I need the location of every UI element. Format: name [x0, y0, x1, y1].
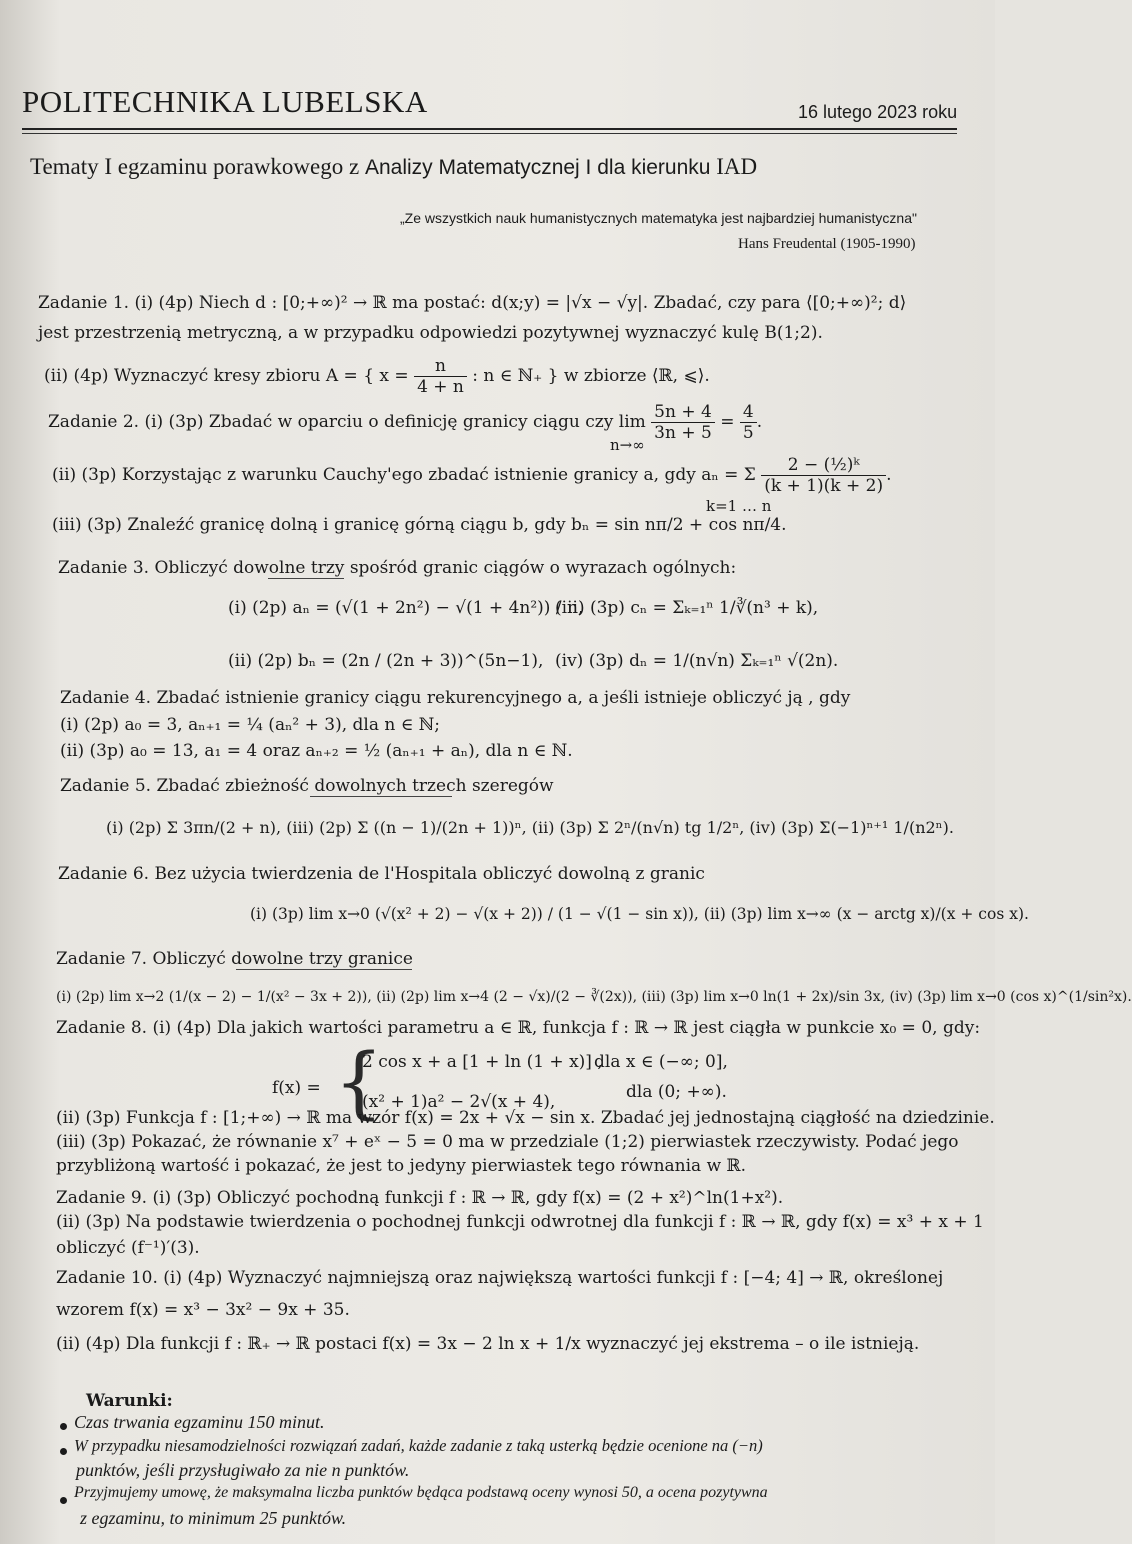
- motto-author: Hans Freudental (1905-1990): [738, 236, 916, 252]
- task-3-item-iv: (iv) (3p) dₙ = 1/(n√n) Σₖ₌₁ⁿ √(2n).: [555, 651, 839, 671]
- bullet-icon: [60, 1497, 67, 1504]
- task-2-limit-subscript: n→∞: [610, 436, 645, 454]
- task-9-line-1: Zadanie 9. (i) (3p) Obliczyć pochodną funkcji f : ℝ → ℝ, gdy f(x) = (2 + x²)^ln(1+x²).: [56, 1188, 784, 1208]
- task-2-line-2: (ii) (3p) Korzystając z warunku Cauchy'ego zbadać istnienie granicy a, gdy aₙ = Σ $\frac{\text{2 − (½)ᵏ}}{(k + 1)(k + 2)}$ .: [52, 455, 892, 496]
- task-2-sum-limits: k=1 … n: [706, 497, 772, 515]
- task-8-line-3: (iii) (3p) Pokazać, że równanie x⁷ + eˣ − 5 = 0 ma w przedziale (1;2) pierwiastek rzeczywisty. Podać jego: [56, 1132, 959, 1152]
- task-8-line-4: przybliżoną wartość i pokazać, że jest to jedyny pierwiastek tego równania w ℝ.: [56, 1156, 747, 1176]
- task-3-item-iii: (iii) (3p) cₙ = Σₖ₌₁ⁿ 1/∛(n³ + k),: [555, 598, 819, 618]
- fraction-numerator: 5n + 4: [651, 402, 715, 423]
- task-9-line-3: obliczyć (f⁻¹)′(3).: [56, 1238, 200, 1258]
- title-part-c: IAD: [716, 154, 758, 179]
- task-9-line-2: (ii) (3p) Na podstawie twierdzenia o pochodnej funkcji odwrotnej dla funkcji f : ℝ → ℝ, gdy f(x) = x³ + x + 1: [56, 1212, 984, 1232]
- equals-sign: =: [720, 412, 735, 432]
- task-2-cauchy-text: (ii) (3p) Korzystając z warunku Cauchy'ego zbadać istnienie granicy a, gdy aₙ = Σ: [52, 465, 756, 485]
- exam-title: [30, 154, 757, 180]
- fraction-numerator: 4: [740, 402, 757, 423]
- condition-independence-1: W przypadku niesamodzielności rozwiązań zadań, każde zadanie z taką usterką będzie ocenione na (−n): [74, 1436, 763, 1455]
- task-1-line-3: [44, 356, 710, 397]
- fraction-denominator: 5: [742, 423, 754, 443]
- task-8-line-2: (ii) (3p) Funkcja f : [1;+∞) → ℝ ma wzór f(x) = 2x + √x − sin x. Zbadać jej jednostajną ciągłość na dziedzinie.: [56, 1108, 995, 1128]
- task-8-function-label: f(x) =: [272, 1078, 321, 1098]
- task-8-case-1: 2 cos x + a [1 + ln (1 + x)] ,: [362, 1052, 603, 1072]
- task-1-set-end: : n ∈ ℕ₊ } w zbiorze ⟨ℝ, ⩽⟩.: [472, 366, 710, 386]
- task-8-case-2-domain: dla (0; +∞).: [626, 1082, 727, 1102]
- fraction-denominator: 3n + 5: [654, 423, 712, 443]
- task-3-item-i: (i) (2p) aₙ = (√(1 + 2n²) − √(1 + 4n²)) / n,: [228, 598, 584, 618]
- condition-independence-2: punktów, jeśli przysługiwało za nie n punktów.: [76, 1460, 410, 1480]
- task-2-result-fraction: [740, 402, 757, 443]
- task-10-line-3: (ii) (4p) Dla funkcji f : ℝ₊ → ℝ postaci f(x) = 3x − 2 ln x + 1/x wyznaczyć jej ekstrema – o ile istnieją.: [56, 1334, 920, 1354]
- task-1-line-2: jest przestrzenią metryczną, a w przypadku odpowiedzi pozytywnej wyznaczyć kulę B(1;2).: [38, 323, 823, 343]
- header-rule-thick: [22, 128, 957, 130]
- title-part-a: Tematy I egzaminu porawkowego z: [30, 154, 360, 179]
- bullet-icon: [60, 1423, 67, 1430]
- task-6-heading: Zadanie 6. Bez użycia twierdzenia de l'Hospitala obliczyć dowolną z granic: [58, 864, 705, 884]
- piecewise-brace: {: [334, 1038, 384, 1128]
- condition-scoring-2: z egzaminu, to minimum 25 punktów.: [80, 1508, 347, 1528]
- task-8-line-1: Zadanie 8. (i) (4p) Dla jakich wartości parametru a ∈ ℝ, funkcja f : ℝ → ℝ jest ciągła w punkcie x₀ = 0, gdy:: [56, 1018, 981, 1038]
- task-6-limits-row: (i) (3p) lim x→0 (√(x² + 2) − √(x + 2)) / (1 − √(1 − sin x)), (ii) (3p) lim x→∞ (x − arctg x)/(x + cos x).: [250, 905, 1029, 923]
- task-10-line-1: Zadanie 10. (i) (4p) Wyznaczyć najmniejszą oraz największą wartości funkcji f : [−4; 4] → ℝ, określonej: [56, 1268, 944, 1288]
- task-3-item-ii: (ii) (2p) bₙ = (2n / (2n + 3))^(5n−1),: [228, 651, 544, 671]
- fraction-numerator: 2 − (½)ᵏ: [761, 455, 886, 476]
- task-2-limit-fraction: [651, 402, 715, 443]
- task-8-case-1-domain: dla x ∈ (−∞; 0],: [594, 1052, 728, 1072]
- task-7-heading: Zadanie 7. Obliczyć dowolne trzy granice: [56, 949, 413, 969]
- underline-mark: [310, 796, 452, 797]
- task-5-heading: Zadanie 5. Zbadać zbieżność dowolnych trzech szeregów: [60, 776, 554, 796]
- fraction-numerator: n: [414, 356, 467, 377]
- task-2-text: Zadanie 2. (i) (3p) Zbadać w oparciu o definicję granicy ciągu czy lim: [48, 412, 646, 432]
- task-2-line-3: (iii) (3p) Znaleźć granicę dolną i granicę górną ciągu b, gdy bₙ = sin nπ/2 + cos nπ/4.: [52, 515, 787, 535]
- conditions-title: Warunki:: [86, 1391, 173, 1411]
- underline-mark: [236, 969, 412, 970]
- task-2-line-1: Zadanie 2. (i) (3p) Zbadać w oparciu o definicję granicy ciągu czy lim $\frac{5n + 4}{3n + 5}$ = $\frac{4}{5}$ .: [48, 402, 763, 443]
- underline-mark: [268, 578, 344, 579]
- task-1-set-fraction: [414, 356, 467, 397]
- task-1-set-start: (ii) (4p) Wyznaczyć kresy zbioru A = { x =: [44, 366, 409, 386]
- bullet-icon: [60, 1448, 67, 1455]
- task-1-line-1: Zadanie 1. (i) (4p) Niech d : [0;+∞)² → ℝ ma postać: d(x;y) = |√x − √y|. Zbadać, czy para ⟨[0;+∞)²; d⟩: [38, 293, 907, 313]
- task-5-series-row: (i) (2p) Σ 3πn/(2 + n), (iii) (2p) Σ ((n − 1)/(2n + 1))ⁿ, (ii) (3p) Σ 2ⁿ/(n√n) tg 1/2ⁿ, (iv) (3p) Σ(−1)ⁿ⁺¹ 1/(n2ⁿ).: [106, 818, 954, 837]
- exam-date: 16 lutego 2023 roku: [798, 102, 958, 122]
- task-4-item-i: (i) (2p) a₀ = 3, aₙ₊₁ = ¼ (aₙ² + 3), dla n ∈ ℕ;: [60, 715, 441, 735]
- fraction-denominator: (k + 1)(k + 2): [764, 476, 884, 496]
- fraction-denominator: 4 + n: [417, 377, 464, 397]
- task-3-heading: Zadanie 3. Obliczyć dowolne trzy spośród granic ciągów o wyrazach ogólnych:: [58, 558, 737, 578]
- condition-duration: Czas trwania egzaminu 150 minut.: [74, 1412, 325, 1432]
- task-4-item-ii: (ii) (3p) a₀ = 13, a₁ = 4 oraz aₙ₊₂ = ½ (aₙ₊₁ + aₙ), dla n ∈ ℕ.: [60, 741, 573, 761]
- task-7-limits-row: (i) (2p) lim x→2 (1/(x − 2) − 1/(x² − 3x + 2)), (ii) (2p) lim x→4 (2 − √x)/(2 − ∛(2x)), (iii) (3p) lim x→0 ln(1 + 2x)/sin 3x, (iv) (3p) lim x→0 (cos x)^(1/sin²x).: [56, 989, 1132, 1005]
- task-4-heading: Zadanie 4. Zbadać istnienie granicy ciągu rekurencyjnego a, a jeśli istnieje obliczyć ją , gdy: [60, 688, 851, 708]
- title-part-b: Analizy Matematycznej I dla kierunku: [364, 156, 711, 179]
- motto-quote: „Ze wszystkich nauk humanistycznych matematyka jest najbardziej humanistyczna": [400, 210, 917, 226]
- task-2-cauchy-fraction: [761, 455, 886, 496]
- task-10-line-2: wzorem f(x) = x³ − 3x² − 9x + 35.: [56, 1300, 350, 1320]
- header-rule-thin: [22, 133, 957, 134]
- task-8-case-2: (x² + 1)a² − 2√(x + 4),: [362, 1092, 556, 1112]
- condition-scoring-1: Przyjmujemy umowę, że maksymalna liczba punktów będąca podstawą oceny wynosi 50, a ocena pozytywna: [74, 1484, 768, 1501]
- university-name: POLITECHNIKA LUBELSKA: [22, 84, 428, 119]
